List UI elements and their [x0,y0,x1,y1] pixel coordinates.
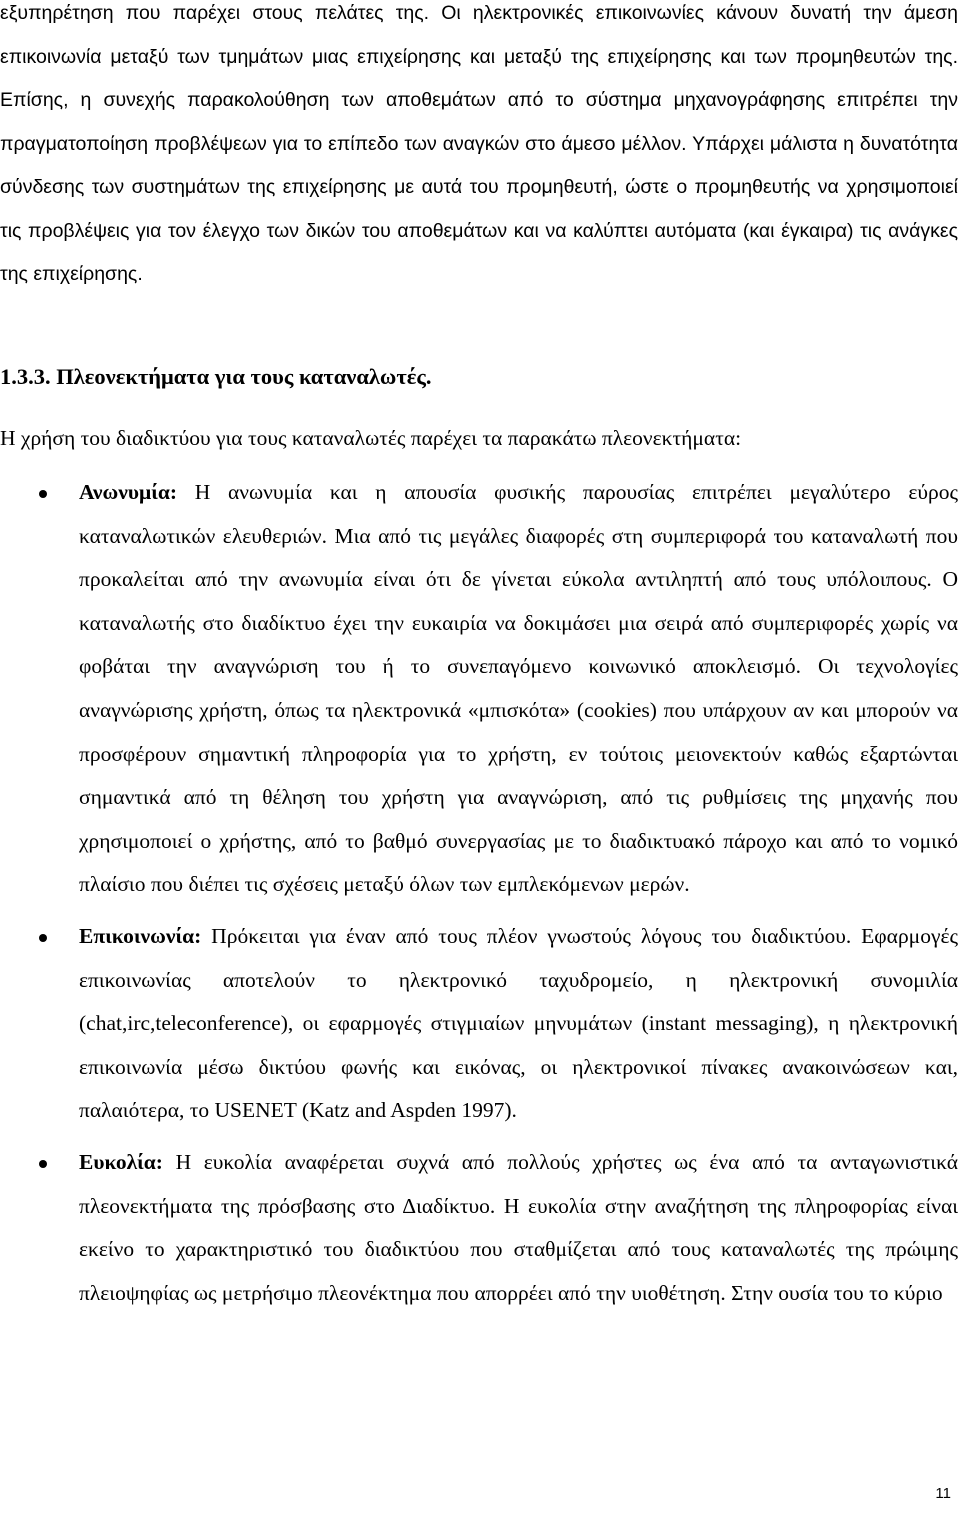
list-item-term: Ευκολία: [79,1149,163,1174]
list-item-convenience [0,1141,958,1315]
bullet-icon [39,934,47,942]
bullet-icon [39,490,47,498]
page-number: 11 [935,1485,951,1502]
list-item-term: Ανωνυμία: [79,480,178,504]
list-item-text: Η ευκολία αναφέρεται συχνά από πολλούς χρήστες ως ένα από τα ανταγωνιστικά πλεονεκτήματα της πρόσβασης στο Διαδίκτυο. Η ευκολία στην αναζήτηση της πληροφορίας είναι εκείνο το χαρακτηριστικό του διαδικτύου που σταθμίζεται από τους καταναλωτές της πρώιμης πλειοψηφίας ως μετρήσιμο πλεονέκτημα που απορρέει από την υιοθέτηση. Στην ουσία του το κύριο [79,1149,958,1305]
advantages-list [0,471,958,1315]
body-paragraph: εξυπηρέτηση που παρέχει στους πελάτες της. Οι ηλεκτρονικές επικοινωνίες κάνουν δυνατή την άμεση επικοινωνία μεταξύ των τμημάτων μιας επιχείρησης και μεταξύ της επιχείρησης και των προμηθευτών της. Επίσης, η συνεχής παρακολούθηση των αποθεμάτων από το σύστημα μηχανογράφησης επιτρέπει την πραγματοποίηση προβλέψεων για το επίπεδο των αναγκών στο άμεσο μέλλον. Υπάρχει μάλιστα η δυνατότητα σύνδεσης των συστημάτων της επιχείρησης με αυτά του προμηθευτή, ώστε ο προμηθευτής να χρησιμοποιεί τις προβλέψεις για τον έλεγχο των δικών του αποθεμάτων και να καλύπτει αυτόματα (και έγκαιρα) τις ανάγκες της επιχείρησης. [0,2,958,285]
list-item-text: Πρόκειται για έναν από τους πλέον γνωστούς λόγους του διαδικτύου. Εφαρμογές επικοινωνίας αποτελούν το ηλεκτρονικό ταχυδρομείο, η ηλεκτρονική συνομιλία (chat,irc,teleconference), οι εφαρμογές στιγμιαίων μηνυμάτων (instant messaging), η ηλεκτρονική επικοινωνία μέσω δικτύου φωνής και εικόνας, οι ηλεκτρονικοί πίνακες ανακοινώσεων και, παλαιότερα, το USENET (Katz and Aspden 1997). [79,923,958,1123]
list-item-text: Η ανωνυμία και η απουσία φυσικής παρουσίας επιτρέπει μεγαλύτερο εύρος καταναλωτικών ελευθεριών. Μια από τις μεγάλες διαφορές στη συμπεριφορά του καταναλωτή που προκαλείται από την ανωνυμία είναι ότι δε γίνεται εύκολα αντιληπτή από τους υπόλοιπους. Ο καταναλωτής στο διαδίκτυο έχει την ευκαιρία να δοκιμάσει μια σειρά από συμπεριφορές χωρίς να φοβάται την αναγνώριση του ή το συνεπαγόμενο κοινωνικό αποκλεισμό. Οι τεχνολογίες αναγνώρισης χρήστη, όπως τα ηλεκτρονικά «μπισκότα» (cookies) που υπάρχουν αν και μπορούν να προσφέρουν σημαντική πληροφορία για το χρήστη, εν τούτοις μειονεκτούν καθώς εξαρτώνται σημαντικά από τη θέληση του χρήστη για αναγνώριση, από τις ρυθμίσεις της μηχανής που χρησιμοποιεί ο χρήστης, από το βαθμό συνεργασίας με το διαδικτυακό πάροχο και από το νομικό πλαίσιο που διέπει τις σχέσεις μεταξύ όλων των εμπλεκόμενων μερών. [79,480,958,897]
bullet-icon [39,1160,47,1168]
list-item-term: Επικοινωνία: [79,923,202,948]
list-item-communication [0,915,958,1133]
section-heading: 1.3.3. Πλεονεκτήματα για τους καταναλωτές. [0,364,432,389]
list-item-anonymity [0,471,958,907]
intro-paragraph: Η χρήση του διαδικτύου για τους καταναλωτές παρέχει τα παρακάτω πλεονεκτήματα: [0,426,742,450]
